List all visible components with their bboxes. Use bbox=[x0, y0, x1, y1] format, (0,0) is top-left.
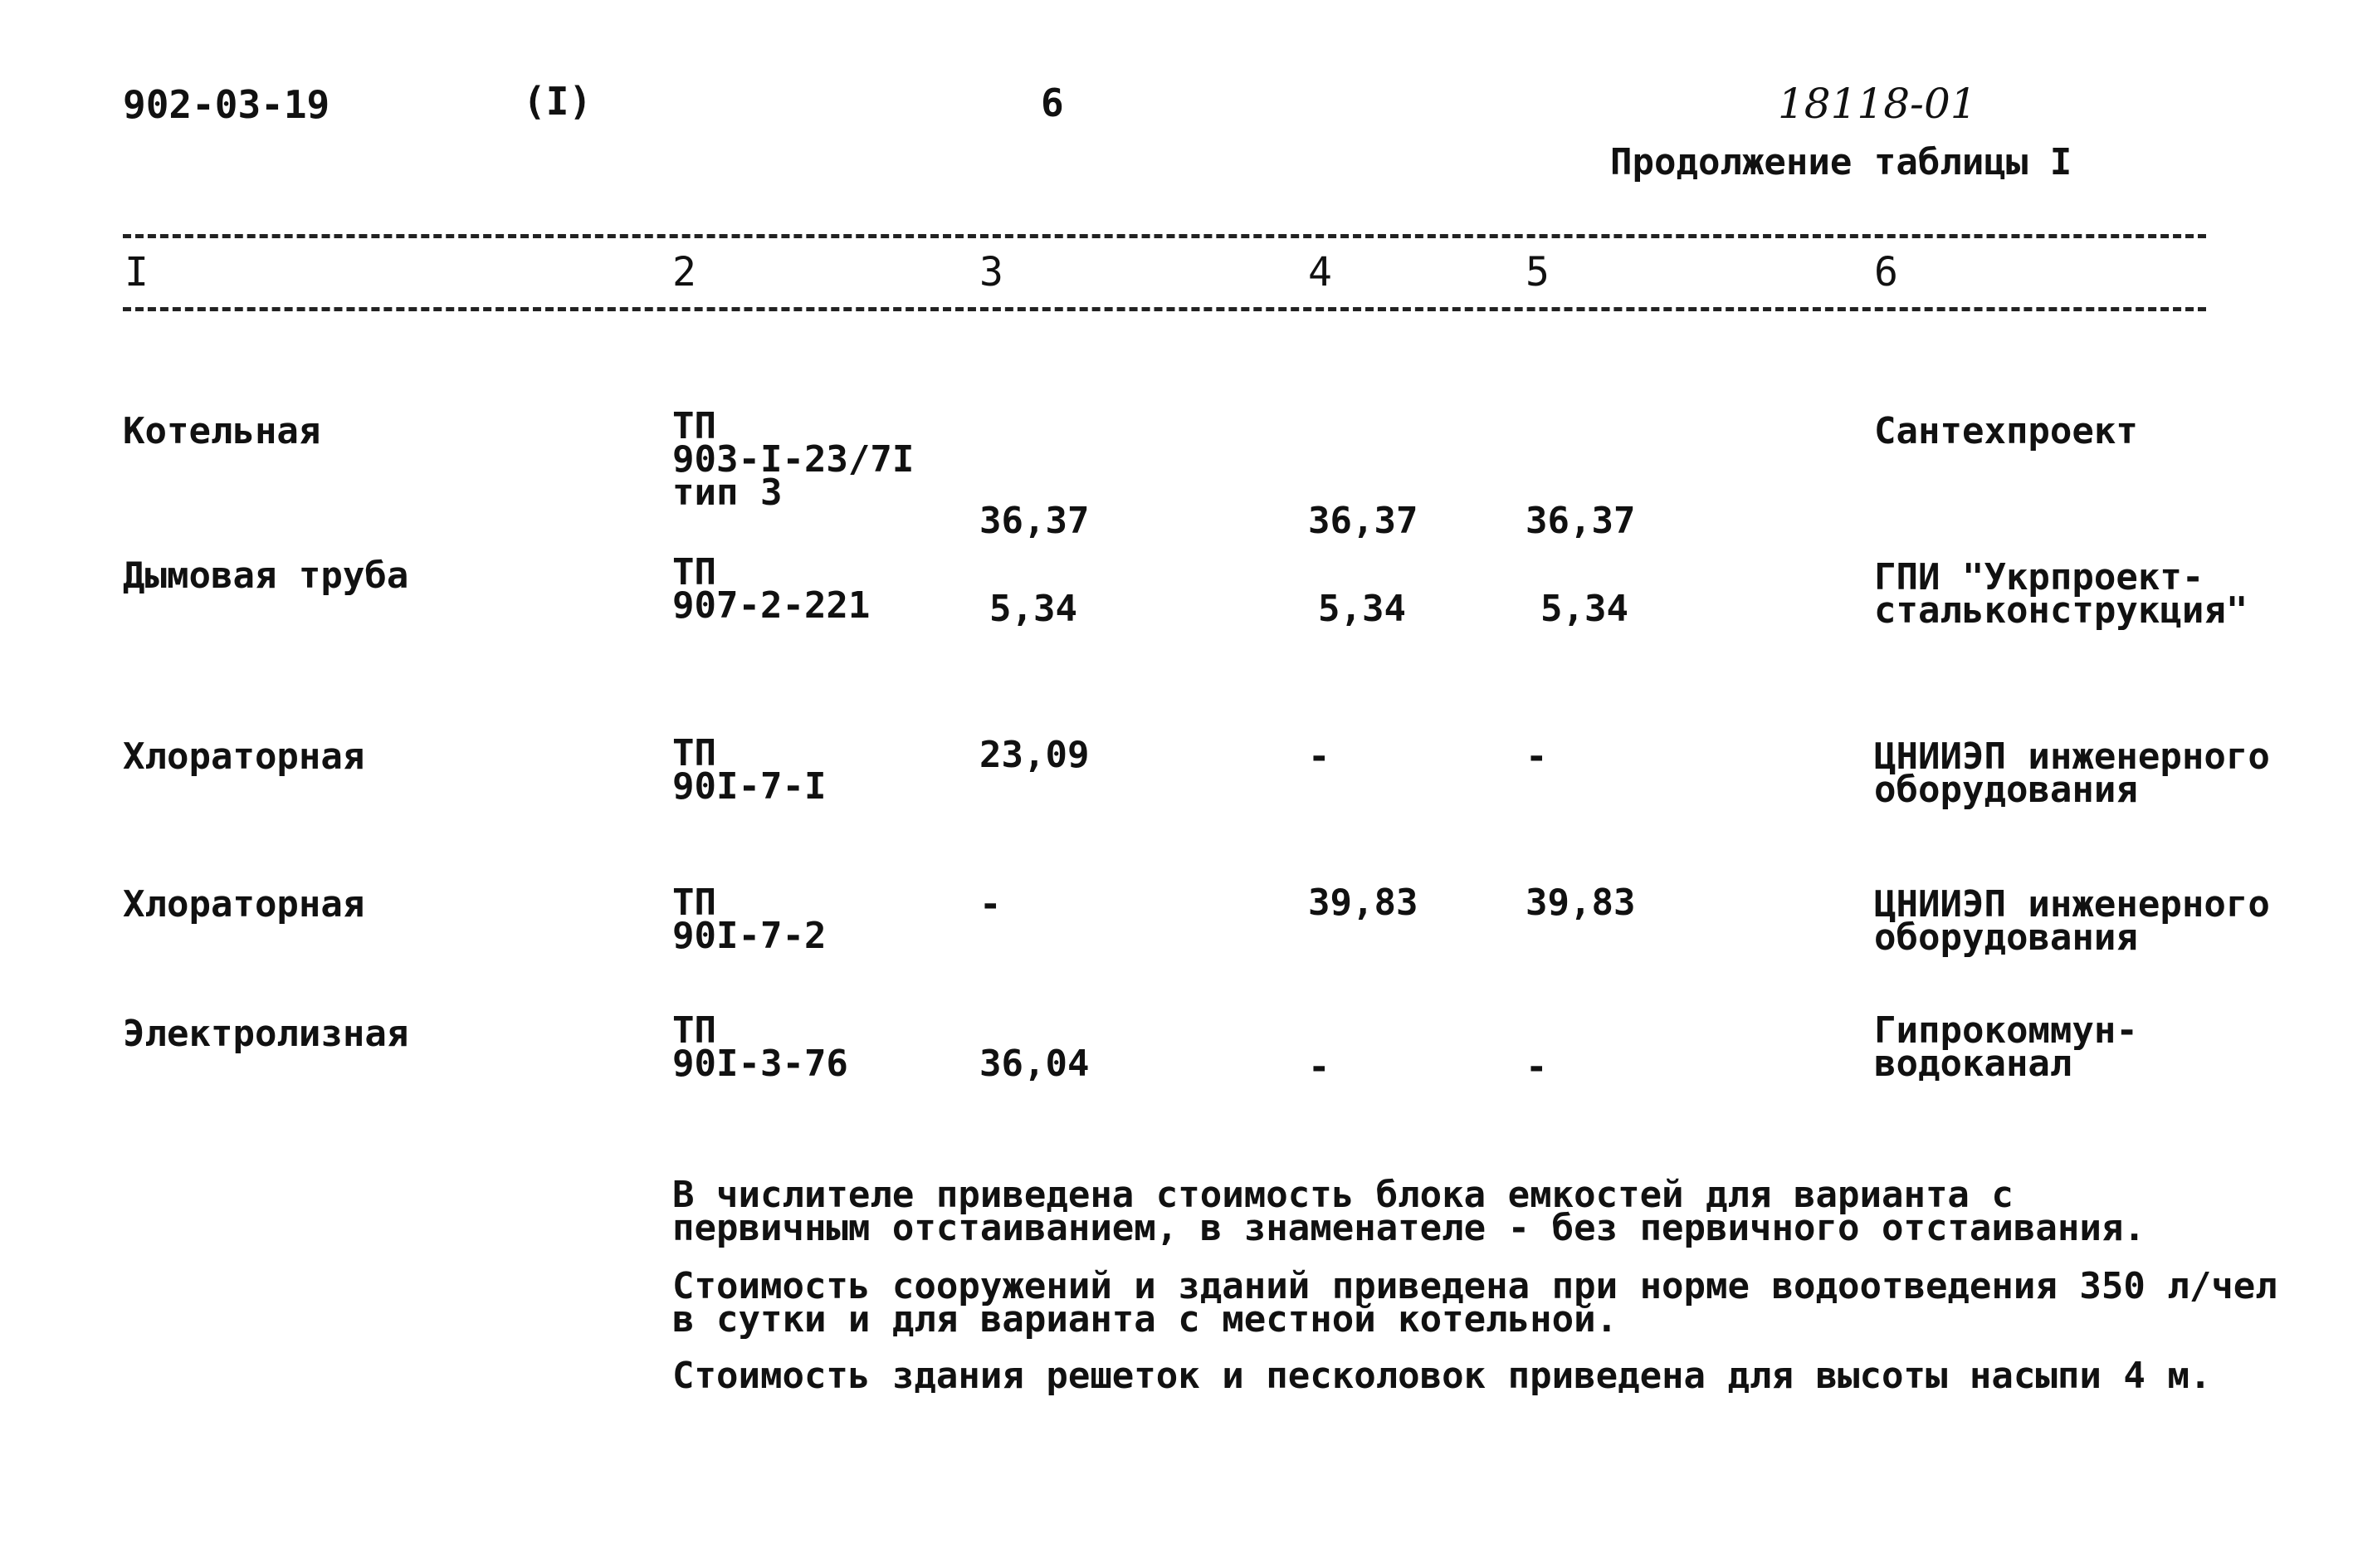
row-4-col3-value: - bbox=[979, 883, 1002, 926]
table-continuation-label: Продолжение таблицы I bbox=[1610, 141, 2072, 183]
table-header-rule bbox=[123, 307, 2206, 311]
row-1-project-code: 903-I-23/7I bbox=[672, 438, 915, 481]
row-2-col3-value: 5,34 bbox=[989, 588, 1077, 630]
note-2-line1: Стоимость сооружений и зданий приведена при норме водоотведения 350 л/чел bbox=[672, 1265, 2277, 1307]
document-part: (I) bbox=[523, 79, 593, 124]
row-4-project-code: 90I-7-2 bbox=[672, 915, 827, 957]
row-5-project-code: 90I-3-76 bbox=[672, 1043, 848, 1085]
row-3-col3-value: 23,09 bbox=[979, 734, 1090, 776]
row-4-project bbox=[672, 882, 827, 957]
row-5-name: Электролизная bbox=[123, 1013, 409, 1055]
row-4-organization-line2: оборудования bbox=[1874, 916, 2138, 959]
row-5-organization bbox=[1874, 1009, 2138, 1085]
column-header-4: 4 bbox=[1308, 249, 1332, 296]
row-4-col4-value: 39,83 bbox=[1308, 882, 1418, 924]
row-2-project bbox=[672, 551, 871, 627]
row-1-project bbox=[672, 405, 915, 514]
row-4-organization-line1: ЦНИИЭП инженерного bbox=[1874, 883, 2270, 926]
row-3-organization-line2: оборудования bbox=[1874, 769, 2138, 811]
row-5-organization-line1: Гипрокоммун- bbox=[1874, 1009, 2138, 1052]
row-5-organization-line2: водоканал bbox=[1874, 1043, 2072, 1085]
row-1-project-type: ТП bbox=[672, 405, 716, 447]
column-header-6: 6 bbox=[1874, 249, 1898, 296]
row-4-col5-value: 39,83 bbox=[1526, 882, 1636, 924]
note-1-line1: В числителе приведена стоимость блока емкостей для варианта с bbox=[672, 1174, 2014, 1216]
row-2-project-code: 907-2-221 bbox=[672, 584, 871, 627]
note-2-line2: в сутки и для варианта с местной котельной. bbox=[672, 1298, 1618, 1341]
column-header-5: 5 bbox=[1526, 249, 1550, 296]
document-code: 902-03-19 bbox=[123, 82, 330, 127]
column-header-1: I bbox=[124, 249, 149, 296]
row-5-project bbox=[672, 1009, 848, 1085]
row-4-project-type: ТП bbox=[672, 882, 716, 924]
page-number: 6 bbox=[1041, 81, 1064, 125]
note-2 bbox=[672, 1265, 2277, 1341]
row-1-col3-value: 36,37 bbox=[979, 500, 1090, 542]
row-3-col4-value: - bbox=[1308, 735, 1330, 778]
row-2-project-type: ТП bbox=[672, 551, 716, 593]
row-5-col5-value: - bbox=[1526, 1046, 1548, 1088]
row-5-project-type: ТП bbox=[672, 1009, 716, 1052]
row-2-organization-line2: стальконструкция" bbox=[1874, 589, 2248, 632]
row-3-organization bbox=[1874, 735, 2270, 811]
note-3-line1: Стоимость здания решеток и песколовок приведена для высоты насыпи 4 м. bbox=[672, 1355, 2212, 1397]
note-1-line2: первичным отстаиванием, в знаменателе - без первичного отстаивания. bbox=[672, 1207, 2146, 1249]
row-1-name: Котельная bbox=[123, 410, 321, 452]
row-2-col4-value: 5,34 bbox=[1318, 588, 1406, 630]
row-3-project-code: 90I-7-I bbox=[672, 765, 827, 808]
inventory-number: 18118-01 bbox=[1778, 80, 1977, 128]
note-1 bbox=[672, 1174, 2146, 1249]
table-top-rule bbox=[123, 234, 2206, 238]
row-4-name: Хлораторная bbox=[123, 883, 365, 926]
row-5-col4-value: - bbox=[1308, 1046, 1330, 1088]
row-2-organization-line1: ГПИ "Укрпроект- bbox=[1874, 556, 2204, 598]
row-3-project-type: ТП bbox=[672, 732, 716, 774]
row-1-col5-value: 36,37 bbox=[1526, 500, 1636, 542]
row-3-organization-line1: ЦНИИЭП инженерного bbox=[1874, 735, 2270, 778]
row-2-col5-value: 5,34 bbox=[1540, 588, 1628, 630]
row-1-organization-line1: Сантехпроект bbox=[1874, 410, 2138, 452]
note-3 bbox=[672, 1355, 2212, 1397]
row-1-project-variant: тип 3 bbox=[672, 471, 783, 514]
row-3-name: Хлораторная bbox=[123, 735, 365, 778]
row-1-col4-value: 36,37 bbox=[1308, 500, 1418, 542]
row-5-col3-value: 36,04 bbox=[979, 1043, 1090, 1085]
row-2-organization bbox=[1874, 556, 2248, 632]
row-1-organization bbox=[1874, 410, 2138, 452]
row-4-organization bbox=[1874, 883, 2270, 959]
row-3-project bbox=[672, 732, 827, 808]
row-3-col5-value: - bbox=[1526, 735, 1548, 778]
column-header-2: 2 bbox=[672, 249, 696, 296]
row-2-name: Дымовая труба bbox=[123, 554, 409, 597]
column-header-3: 3 bbox=[979, 249, 1003, 296]
